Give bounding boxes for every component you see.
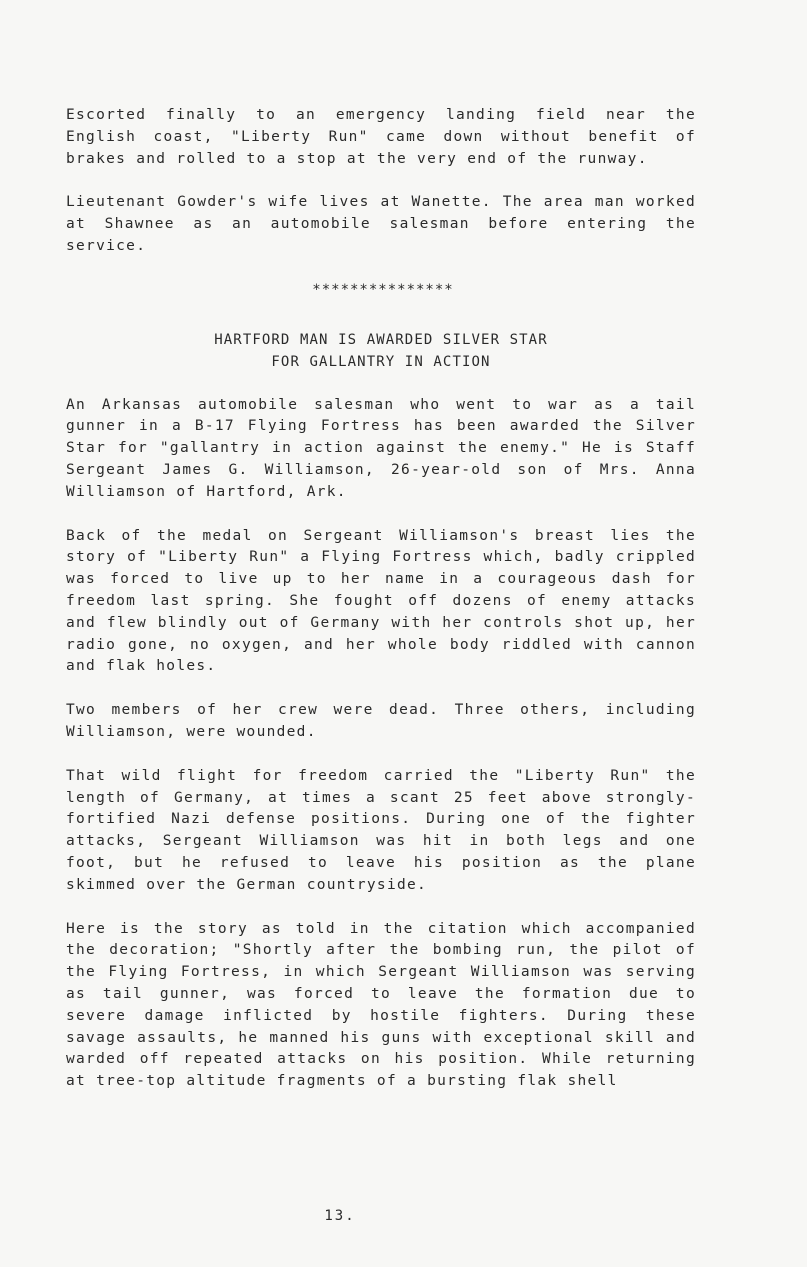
section-separator: *************** [312,281,454,298]
article-headline [66,329,696,373]
paragraph-landing: Escorted finally to an emergency landing field near the English coast, "Liberty Run" came down without benefit of brakes and rolled to a stop at the very end of the runway. [66,107,696,167]
paragraph-intro: An Arkansas automobile salesman who went to war as a tail gunner in a B-17 Flying Fortress has been awarded the Silver Star for "gallantry in action against the enemy." He is Staff Sergeant James G. Williamson, 26-year-old son of Mrs. Anna Williamson of Hartford, Ark. [66,396,696,500]
page-number: 13. [324,1208,356,1224]
paragraph-medal-story: Back of the medal on Sergeant Williamson's breast lies the story of "Liberty Run" a Flying Fortress which, badly crippled was forced to live up to her name in a courageous dash for freedom last spring. She fought off dozens of enemy attacks and flew blindly out of Germany with her controls shot up, her radio gone, no oxygen, and her whole body riddled with cannon and flak holes. [66,527,696,675]
headline-line-1: HARTFORD MAN IS AWARDED SILVER STAR [214,331,548,348]
paragraph-crew: Two members of her crew were dead. Three others, including Williamson, were wounded. [66,702,696,740]
body-text [66,105,696,1115]
headline-line-2: FOR GALLANTRY IN ACTION [271,353,491,370]
paragraph-gowder-wife: Lieutenant Gowder's wife lives at Wanette. The area man worked at Shawnee as an automobile salesman before entering the service. [66,194,696,254]
paragraph-flight: That wild flight for freedom carried the "Liberty Run" the length of Germany, at times a scant 25 feet above strongly-fortified Nazi defense positions. During one of the fighter attacks, Sergeant Williamson was hit in both legs and one foot, but he refused to leave his position as the plane skimmed over the German countryside. [66,767,696,893]
paragraph-citation: Here is the story as told in the citation which accompanied the decoration; "Shortly after the bombing run, the pilot of the Flying Fortress, in which Sergeant Williamson was serving as tail gunner, was forced to leave the formation due to severe damage inflicted by hostile fighters. During these savage assaults, he manned his guns with exceptional skill and warded off repeated attacks on his position. While returning at tree-top altitude fragments of a bursting flak shell [66,920,696,1090]
